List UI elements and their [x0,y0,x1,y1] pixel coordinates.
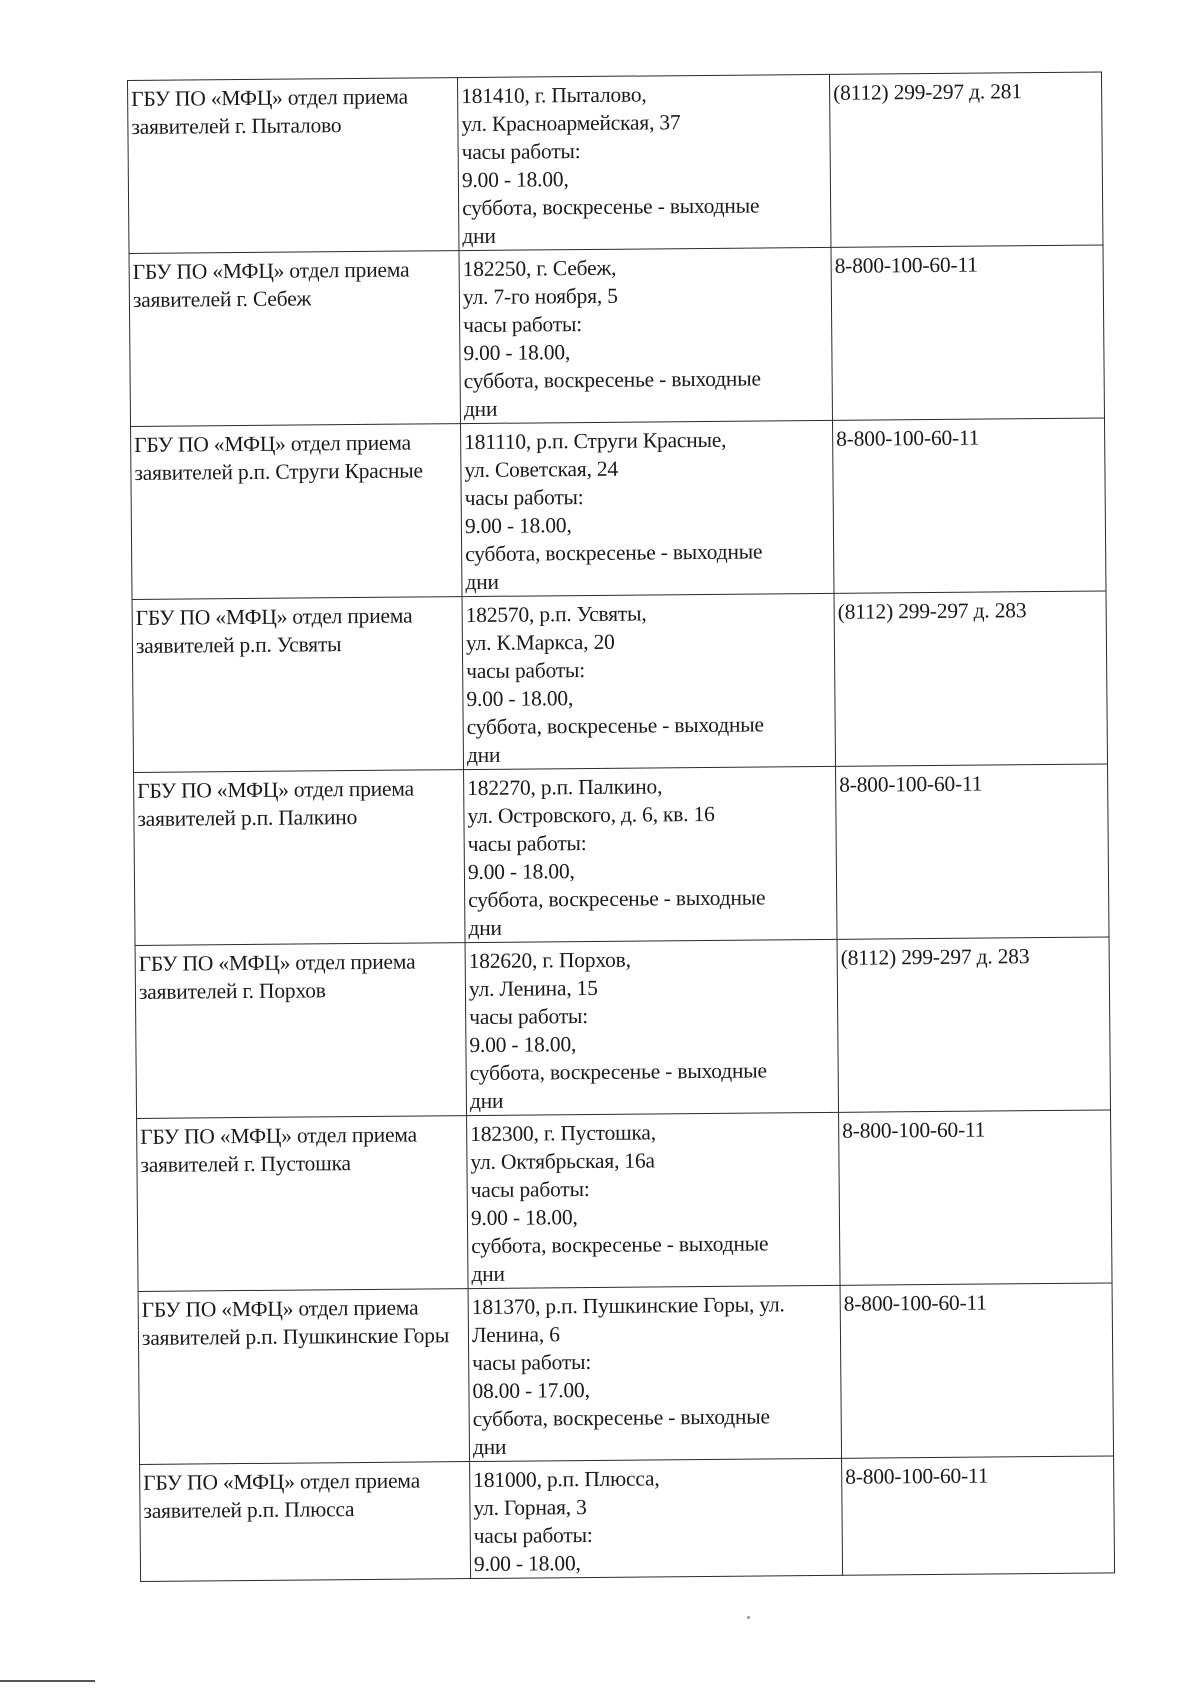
weekend-note: суббота, воскресенье - выходные [471,1231,769,1259]
weekend-note: суббота, воскресенье - выходные [462,193,760,221]
weekend-note: суббота, воскресенье - выходные [469,1058,767,1086]
office-name: ГБУ ПО «МФЦ» отдел приема заявителей р.п. Пушкинские Горы [141,1295,450,1350]
office-name-cell [129,251,460,427]
weekend-note: суббота, воскресенье - выходные [466,712,764,740]
working-hours: 9.00 - 18.00, [470,1205,578,1231]
address-hours-cell [467,1112,840,1288]
address-hours-cell [464,766,837,942]
table-row [132,591,1107,772]
hours-label: часы работы: [472,1349,592,1376]
table-row [137,1110,1112,1291]
weekend-note: суббота, воскресенье - выходные [465,539,763,567]
office-name-cell [140,1462,471,1582]
address-line: 182270, р.п. Палкино, [467,774,663,801]
office-name: ГБУ ПО «МФЦ» отдел приема заявителей г. Себеж [132,257,410,312]
table-row [129,245,1104,426]
working-hours: 08.00 - 17.00, [472,1378,590,1404]
address-line: 181000, р.п. Плюсса, [473,1466,660,1493]
phone-cell [829,72,1102,247]
phone-cell [831,245,1104,420]
hours-label: часы работы: [473,1522,593,1549]
hours-label: часы работы: [464,485,584,511]
table-row [135,937,1110,1118]
address-line: 182620, г. Порхов, [468,947,631,974]
address-line: 182300, г. Пустошка, [470,1120,656,1147]
address-line: ул. Октябрьская, 16а [470,1148,655,1175]
weekend-note: дни [472,1434,507,1460]
working-hours: 9.00 - 18.00, [463,340,571,366]
address-line: 181370, р.п. Пушкинские Горы, ул. [471,1292,785,1320]
phone-number: 8-800-100-60-11 [836,425,980,451]
office-name-cell [135,943,466,1119]
address-line: ул. Островского, д. 6, кв. 16 [467,801,715,829]
phone-cell [836,764,1109,939]
office-name-cell [138,1289,469,1465]
weekend-note: суббота, воскресенье - выходные [463,366,761,394]
phone-cell [832,418,1105,593]
working-hours: 9.00 - 18.00, [464,513,572,539]
hours-label: часы работы: [463,312,583,338]
office-name: ГБУ ПО «МФЦ» отдел приема заявителей р.п. Усвяты [135,603,413,658]
hours-label: часы работы: [470,1177,590,1203]
office-name: ГБУ ПО «МФЦ» отдел приема заявителей г. Порхов [138,949,416,1004]
address-line: ул. Советская, 24 [464,456,619,483]
phone-number: (8112) 299-297 д. 281 [833,79,1022,105]
working-hours: 9.00 - 18.00, [461,167,569,193]
hours-label: часы работы: [469,1004,589,1030]
address-line: Ленина, 6 [471,1322,560,1348]
address-line: ул. Ленина, 15 [468,975,598,1002]
table-row [138,1283,1113,1464]
phone-number: 8-800-100-60-11 [843,1290,987,1316]
table-row [134,764,1109,945]
working-hours: 9.00 - 18.00, [466,686,574,712]
address-line: 181110, р.п. Струги Красные, [464,427,727,455]
weekend-note: дни [463,396,498,422]
address-line: 182570, р.п. Усвяты, [465,601,647,628]
weekend-note: дни [471,1261,505,1287]
address-line: ул. Красноармейская, 37 [461,110,681,137]
address-line: ул. Горная, 3 [473,1495,587,1521]
phone-number: 8-800-100-60-11 [845,1463,989,1489]
working-hours: 9.00 - 18.00, [467,859,575,885]
office-name-cell [131,424,462,600]
weekend-note: суббота, воскресенье - выходные [468,885,766,913]
phone-number: 8-800-100-60-11 [839,771,983,797]
address-line: ул. К.Маркса, 20 [465,629,615,656]
phone-cell [837,937,1110,1112]
table-row [140,1456,1115,1581]
address-line: ул. 7-го ноября, 5 [462,283,618,310]
phone-cell [840,1283,1113,1458]
hours-label: часы работы: [466,658,586,684]
office-name: ГБУ ПО «МФЦ» отдел приема заявителей р.п. Струги Красные [134,430,423,485]
weekend-note: дни [465,569,499,595]
table-row [131,418,1106,599]
office-name: ГБУ ПО «МФЦ» отдел приема заявителей р.п. Палкино [137,776,415,831]
address-hours-cell [470,1458,843,1578]
office-name-cell [128,78,459,254]
phone-number: 8-800-100-60-11 [834,252,978,278]
weekend-note: дни [469,1088,504,1114]
address-hours-cell [465,939,838,1115]
scan-speck [747,1616,750,1619]
phone-cell [834,591,1107,766]
phone-number: 8-800-100-60-11 [842,1117,986,1143]
office-name: ГБУ ПО «МФЦ» отдел приема заявителей р.п. Плюсса [143,1468,421,1523]
office-name: ГБУ ПО «МФЦ» отдел приема заявителей г. Пыталово [131,84,409,139]
address-hours-cell [461,420,834,596]
office-name: ГБУ ПО «МФЦ» отдел приема заявителей г. Пустошка [140,1122,418,1177]
address-line: 182250, г. Себеж, [462,255,617,282]
table-row [128,72,1103,253]
office-name-cell [134,770,465,946]
weekend-note: суббота, воскресенье - выходные [472,1404,770,1432]
weekend-note: дни [466,742,501,768]
phone-cell [842,1456,1115,1575]
address-line: 181410, г. Пыталово, [461,82,647,109]
table-body [128,72,1115,1581]
hours-label: часы работы: [467,831,587,857]
address-hours-cell [457,74,830,250]
mfc-offices-table [127,71,1115,1581]
hours-label: часы работы: [461,139,581,165]
working-hours: 9.00 - 18.00, [469,1032,577,1058]
phone-cell [839,1110,1112,1285]
phone-number: (8112) 299-297 д. 283 [837,598,1027,624]
address-hours-cell [468,1285,841,1461]
office-name-cell [137,1116,468,1292]
working-hours: 9.00 - 18.00, [473,1551,581,1577]
address-hours-cell [462,593,835,769]
office-name-cell [132,597,463,773]
address-hours-cell [459,247,832,423]
weekend-note: дни [468,915,502,941]
scan-edge-mark [0,1680,95,1682]
weekend-note: дни [462,223,496,249]
phone-number: (8112) 299-297 д. 283 [840,944,1030,970]
